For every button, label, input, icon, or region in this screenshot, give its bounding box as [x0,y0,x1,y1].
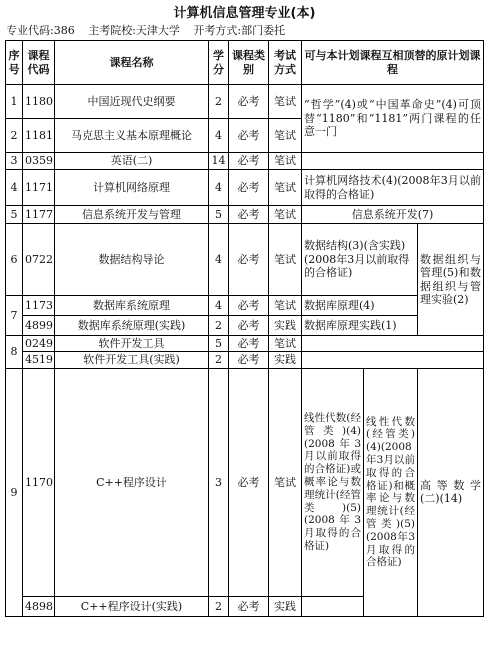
cell-replace: 线性代数(经管类)(4)(2008年3月以前取得的合格证)或概率论与数理统计(经管类)(5)(2008年3月取得的合格证) [302,368,364,596]
table-row [6,170,484,206]
page-title: 计算机信息管理专业(本) [173,6,316,21]
course-table [5,40,484,617]
header-code: 课程代码 [23,41,55,85]
cell-credit: 2 [209,85,229,119]
cell-type: 必考 [229,85,269,119]
cell-credit: 5 [209,206,229,224]
cell-name: 软件开发工具 [55,336,209,352]
cell-type: 必考 [229,336,269,352]
cell-seq: 4 [6,170,23,206]
cell-replace: 数据库原理(4) [302,296,418,316]
table-row [6,352,484,368]
cell-type: 必考 [229,119,269,153]
cell-credit: 14 [209,153,229,170]
cell-credit: 4 [209,170,229,206]
cell-name: 软件开发工具(实践) [55,352,209,368]
cell-type: 必考 [229,316,269,336]
cell-code: 1173 [23,296,55,316]
cell-code: 0722 [23,224,55,296]
cell-seq: 5 [6,206,23,224]
cell-exam: 笔试 [269,153,302,170]
cell-exam: 实践 [269,316,302,336]
cell-type: 必考 [229,596,269,616]
cell-replace-empty [302,153,484,170]
cell-seq: 7 [6,296,23,336]
header-exam: 考试方式 [269,41,302,85]
cell-seq: 8 [6,336,23,369]
cell-credit: 2 [209,316,229,336]
cell-code: 0359 [23,153,55,170]
cell-replace-empty [302,596,364,616]
cell-seq: 9 [6,368,23,616]
cell-credit: 5 [209,336,229,352]
cell-seq: 1 [6,85,23,119]
table-header-row [6,41,484,85]
header-credit: 学分 [209,41,229,85]
cell-name: 数据库系统原理 [55,296,209,316]
cell-type: 必考 [229,224,269,296]
cell-credit: 4 [209,119,229,153]
cell-credit: 2 [209,596,229,616]
cell-replace: 计算机网络技术(4)(2008年3月以前取得的合格证) [302,170,484,206]
cell-exam: 实践 [269,352,302,368]
cell-code: 1177 [23,206,55,224]
cell-replace: 高等数学(二)(14) [418,368,484,616]
cell-credit: 4 [209,224,229,296]
cell-credit: 4 [209,296,229,316]
cell-seq: 3 [6,153,23,170]
table-row [6,336,484,352]
program-code: 专业代码:386 [6,24,75,37]
cell-type: 必考 [229,296,269,316]
cell-exam: 笔试 [269,224,302,296]
cell-seq: 2 [6,119,23,153]
table-row [6,368,484,596]
cell-exam: 笔试 [269,170,302,206]
cell-code: 0249 [23,336,55,352]
cell-replace-merged: 数据组织与管理(5)和数据组织与管理实验(2) [418,224,484,336]
program-meta [6,22,295,38]
cell-name: 信息系统开发与管理 [55,206,209,224]
table-row [6,85,484,119]
cell-name: C++程序设计 [55,368,209,596]
cell-code: 4899 [23,316,55,336]
cell-name: 英语(二) [55,153,209,170]
cell-seq: 6 [6,224,23,296]
table-row [6,296,484,316]
cell-name: 马克思主义基本原理概论 [55,119,209,153]
header-seq: 序号 [6,41,23,85]
cell-code: 4519 [23,352,55,368]
cell-type: 必考 [229,170,269,206]
cell-name: 中国近现代史纲要 [55,85,209,119]
cell-name: 数据结构导论 [55,224,209,296]
cell-exam: 实践 [269,596,302,616]
cell-replace: 线性代数(经管类)(4)(2008年3月以前取得的合格证)和概率论与数理统计(经管类)(5)(2008年3月取得的合格证) [364,368,418,616]
cell-name: 数据库系统原理(实践) [55,316,209,336]
cell-exam: 笔试 [269,119,302,153]
cell-replace-empty [302,352,484,368]
cell-exam: 笔试 [269,206,302,224]
cell-replace: “哲学”(4)或“中国革命史”(4)可顶替“1180”和“1181”两门课程的任意一门 [302,85,484,153]
table-row [6,153,484,170]
cell-replace: 数据结构(3)(含实践)(2008年3月以前取得的合格证) [302,224,418,296]
header-replace: 可与本计划课程互相顶替的原计划课程 [302,41,484,85]
exam-mode: 开考方式:部门委托 [193,24,286,37]
header-type: 课程类别 [229,41,269,85]
cell-replace-empty [302,336,484,352]
cell-type: 必考 [229,368,269,596]
cell-type: 必考 [229,352,269,368]
cell-exam: 笔试 [269,336,302,352]
header-name: 课程名称 [55,41,209,85]
cell-name: C++程序设计(实践) [55,596,209,616]
cell-credit: 3 [209,368,229,596]
table-row [6,206,484,224]
cell-exam: 笔试 [269,368,302,596]
cell-exam: 笔试 [269,296,302,316]
table-row [6,316,484,336]
cell-code: 1171 [23,170,55,206]
cell-type: 必考 [229,206,269,224]
cell-name: 计算机网络原理 [55,170,209,206]
cell-code: 1180 [23,85,55,119]
host-school: 主考院校:天津大学 [88,24,180,37]
cell-code: 1181 [23,119,55,153]
cell-replace: 信息系统开发(7) [302,206,484,224]
cell-exam: 笔试 [269,85,302,119]
cell-code: 4898 [23,596,55,616]
table-row [6,224,484,296]
cell-code: 1170 [23,368,55,596]
cell-credit: 2 [209,352,229,368]
cell-replace: 数据库原理实践(1) [302,316,418,336]
cell-type: 必考 [229,153,269,170]
